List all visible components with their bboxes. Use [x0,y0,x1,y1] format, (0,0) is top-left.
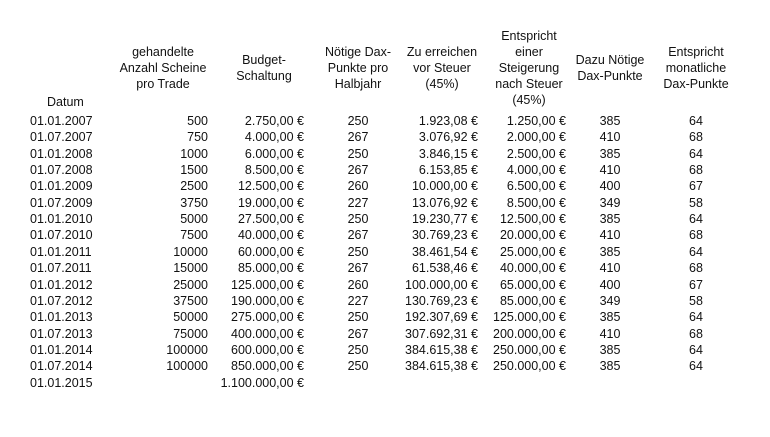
cell-scheine: 100000 [166,342,208,357]
cell-budget: 85.000,00 € [237,261,304,276]
cell-datum: 01.07.2010 [30,228,93,243]
table-row [0,358,770,374]
cell-scheine: 2500 [180,179,208,194]
cell-monat: 68 [689,261,703,276]
cell-monat: 64 [689,359,703,374]
table-row [0,326,770,342]
cell-punkte: 260 [347,277,369,292]
cell-punkte: 267 [347,228,369,243]
table-row [0,309,770,325]
cell-punkte: 227 [347,195,369,210]
header-punkte: Nötige Dax- Punkte pro Halbjahr [325,45,391,91]
cell-monat: 58 [689,195,703,210]
cell-datum: 01.01.2009 [30,179,93,194]
cell-steuer: 192.307,69 € [405,310,478,325]
cell-budget: 19.000,00 € [237,195,304,210]
cell-netto: 250.000,00 € [493,342,566,357]
cell-dax: 385 [599,244,621,259]
cell-netto: 6.500,00 € [506,179,566,194]
cell-datum: 01.07.2007 [30,130,93,145]
cell-scheine: 10000 [173,244,208,259]
cell-monat: 64 [689,212,703,227]
cell-steuer: 3.846,15 € [418,146,478,161]
table-row [0,146,770,162]
cell-netto: 2.000,00 € [506,130,566,145]
cell-scheine: 5000 [180,212,208,227]
cell-punkte: 250 [347,310,369,325]
cell-steuer: 307.692,31 € [405,326,478,341]
cell-budget: 12.500,00 € [237,179,304,194]
cell-netto: 250.000,00 € [493,359,566,374]
cell-punkte: 250 [347,244,369,259]
cell-datum: 01.07.2011 [30,261,92,276]
cell-steuer: 30.769,23 € [411,228,478,243]
cell-dax: 385 [599,310,621,325]
cell-steuer: 1.923,08 € [418,114,478,128]
cell-dax: 385 [599,146,621,161]
cell-dax: 410 [599,163,621,178]
table-row [0,342,770,358]
cell-budget: 400.000,00 € [231,326,304,341]
cell-budget: 8.500,00 € [244,163,304,178]
cell-netto: 125.000,00 € [493,310,566,325]
cell-datum: 01.01.2007 [30,114,93,128]
cell-netto: 2.500,00 € [506,146,566,161]
cell-scheine: 1500 [180,163,208,178]
cell-budget: 40.000,00 € [237,228,304,243]
cell-monat: 64 [689,244,703,259]
cell-datum: 01.07.2012 [30,293,93,308]
cell-budget: 60.000,00 € [237,244,304,259]
header-steuer: Zu erreichen vor Steuer (45%) [406,45,478,91]
header-monat: Entspricht monatliche Dax-Punkte [663,45,729,91]
cell-steuer: 61.538,46 € [411,261,478,276]
cell-punkte: 267 [347,163,369,178]
cell-datum: 01.01.2010 [30,212,93,227]
cell-scheine: 750 [187,130,208,145]
cell-datum: 01.07.2009 [30,195,93,210]
table-row [0,227,770,243]
cell-dax: 410 [599,130,621,145]
cell-netto: 1.250,00 € [506,114,566,128]
cell-steuer: 38.461,54 € [411,244,478,259]
cell-steuer: 384.615,38 € [405,342,478,357]
cell-netto: 20.000,00 € [499,228,566,243]
cell-dax: 400 [599,277,621,292]
cell-punkte: 267 [347,130,369,145]
cell-dax: 385 [599,359,621,374]
cell-steuer: 10.000,00 € [411,179,478,194]
table-row [0,277,770,293]
cell-dax: 349 [599,293,621,308]
cell-monat: 68 [689,326,703,341]
cell-punkte: 250 [347,342,369,357]
table-row [0,260,770,276]
table-row [0,129,770,145]
cell-monat: 64 [689,146,703,161]
cell-monat: 58 [689,293,703,308]
cell-scheine: 25000 [173,277,208,292]
cell-netto: 8.500,00 € [506,195,566,210]
cell-netto: 4.000,00 € [506,163,566,178]
cell-steuer: 100.000,00 € [405,277,478,292]
cell-budget: 4.000,00 € [244,130,304,145]
cell-monat: 68 [689,163,703,178]
header-dax: Dazu Nötige Dax-Punkte [575,53,645,83]
cell-scheine: 75000 [173,326,208,341]
table-row [0,178,770,194]
cell-monat: 68 [689,130,703,145]
cell-steuer: 384.615,38 € [405,359,478,374]
cell-scheine: 3750 [180,195,208,210]
cell-budget: 190.000,00 € [231,293,304,308]
cell-netto: 40.000,00 € [499,261,566,276]
cell-datum: 01.01.2011 [30,244,92,259]
cell-datum: 01.07.2013 [30,326,93,341]
cell-scheine: 100000 [166,359,208,374]
cell-dax: 410 [599,228,621,243]
cell-datum: 01.01.2014 [30,342,93,357]
cell-steuer: 6.153,85 € [418,163,478,178]
cell-budget: 850.000,00 € [231,359,304,374]
cell-punkte: 250 [347,359,369,374]
cell-scheine: 50000 [173,310,208,325]
table-row [0,195,770,211]
cell-dax: 410 [599,261,621,276]
cell-budget: 2.750,00 € [244,114,304,128]
cell-monat: 67 [689,179,703,194]
cell-punkte: 267 [347,326,369,341]
cell-scheine: 37500 [173,293,208,308]
cell-punkte: 250 [347,114,369,128]
cell-punkte: 250 [347,212,369,227]
cell-monat: 64 [689,114,703,128]
cell-netto: 12.500,00 € [499,212,566,227]
cell-datum: 01.01.2008 [30,146,93,161]
header-scheine: gehandelte Anzahl Scheine pro Trade [119,45,207,91]
header-budget: Budget- Schaltung [236,53,292,83]
cell-netto: 85.000,00 € [499,293,566,308]
cell-budget: 600.000,00 € [231,342,304,357]
cell-punkte: 227 [347,293,369,308]
cell-monat: 64 [689,342,703,357]
cell-netto: 65.000,00 € [499,277,566,292]
table-row [0,293,770,309]
cell-dax: 385 [599,114,621,128]
cell-datum: 01.01.2015 [30,375,93,390]
cell-scheine: 15000 [173,261,208,276]
header-datum: Datum [47,95,84,109]
cell-punkte: 267 [347,261,369,276]
cell-dax: 385 [599,342,621,357]
table-row [0,211,770,227]
cell-datum: 01.01.2013 [30,310,93,325]
cell-monat: 67 [689,277,703,292]
cell-budget: 125.000,00 € [231,277,304,292]
cell-dax: 349 [599,195,621,210]
table-row [0,113,770,129]
cell-punkte: 260 [347,179,369,194]
cell-dax: 400 [599,179,621,194]
cell-datum: 01.01.2012 [30,277,93,292]
cell-scheine: 1000 [180,146,208,161]
table-row [0,244,770,260]
cell-datum: 01.07.2014 [30,359,93,374]
cell-monat: 68 [689,228,703,243]
cell-steuer: 3.076,92 € [418,130,478,145]
table-row [0,162,770,178]
cell-dax: 410 [599,326,621,341]
cell-budget: 275.000,00 € [231,310,304,325]
cell-netto: 25.000,00 € [499,244,566,259]
cell-steuer: 130.769,23 € [405,293,478,308]
cell-scheine: 500 [187,114,208,128]
cell-monat: 64 [689,310,703,325]
cell-punkte: 250 [347,146,369,161]
cell-steuer: 13.076,92 € [411,195,478,210]
cell-datum: 01.07.2008 [30,163,93,178]
cell-budget: 6.000,00 € [244,146,304,161]
cell-dax: 385 [599,212,621,227]
cell-scheine: 7500 [180,228,208,243]
cell-steuer: 19.230,77 € [411,212,478,227]
header-netto: Entspricht einer Steigerung nach Steuer (45%) [495,29,563,107]
cell-netto: 200.000,00 € [493,326,566,341]
cell-budget: 27.500,00 € [237,212,304,227]
cell-budget: 1.100.000,00 € [220,375,304,390]
table-row [0,375,770,391]
